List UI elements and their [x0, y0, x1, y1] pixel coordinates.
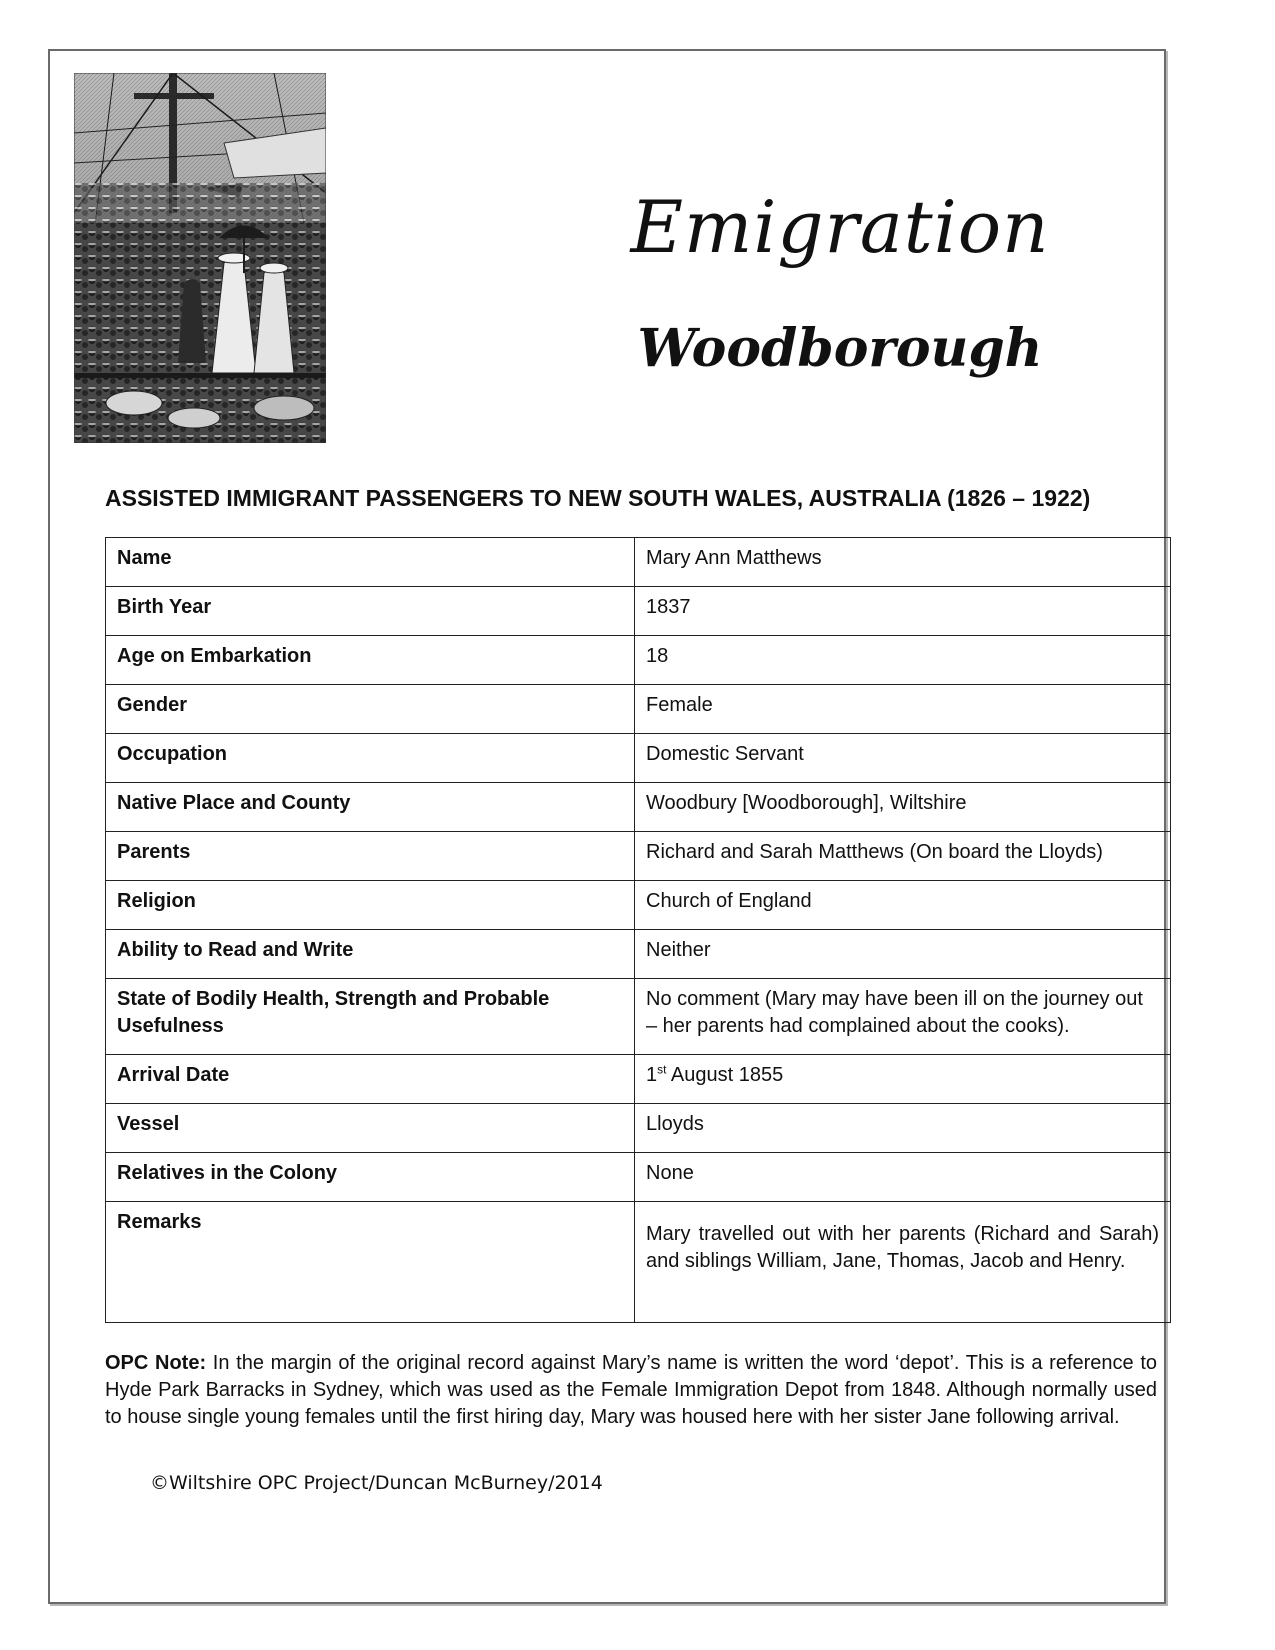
table-row: [106, 587, 1171, 636]
row-value: Church of England: [635, 881, 1171, 930]
copyright-line: ©Wiltshire OPC Project/Duncan McBurney/2014: [150, 1472, 603, 1494]
row-label: Ability to Read and Write: [106, 930, 635, 979]
table-row: [106, 538, 1171, 587]
row-label: Arrival Date: [106, 1055, 635, 1104]
row-label: Remarks: [106, 1202, 635, 1323]
row-value: 18: [635, 636, 1171, 685]
ordinal-suffix: st: [657, 1062, 667, 1077]
row-label: Parents: [106, 832, 635, 881]
row-value: Neither: [635, 930, 1171, 979]
row-value: None: [635, 1153, 1171, 1202]
row-label: Native Place and County: [106, 783, 635, 832]
table-row: [106, 881, 1171, 930]
row-label: Occupation: [106, 734, 635, 783]
passenger-record-table: [105, 537, 1171, 1323]
row-label: State of Bodily Health, Strength and Probable Usefulness: [106, 979, 635, 1055]
row-value: Domestic Servant: [635, 734, 1171, 783]
arrival-day: 1: [646, 1064, 658, 1086]
table-row: [106, 734, 1171, 783]
opc-note-text: In the margin of the original record against Mary’s name is written the word ‘depot’. This is a reference to Hyde Park Barracks in Sydney, which was used as the Female Immigration Depot from 1848. Although normally used to house single young females until the first hiring day, Mary was housed here with her sister Jane following arrival.: [105, 1352, 1158, 1428]
row-label: Name: [106, 538, 635, 587]
row-value: Lloyds: [635, 1104, 1171, 1153]
table-row: [106, 979, 1171, 1055]
table-row: [106, 1202, 1171, 1323]
row-value: Richard and Sarah Matthews (On board the Lloyds): [635, 832, 1171, 881]
opc-note: [105, 1350, 1157, 1431]
table-row: [106, 1104, 1171, 1153]
row-label: Vessel: [106, 1104, 635, 1153]
table-row: [106, 1153, 1171, 1202]
row-value: Woodbury [Woodborough], Wiltshire: [635, 783, 1171, 832]
row-value: Female: [635, 685, 1171, 734]
page-title: Emigration: [630, 185, 1050, 269]
row-value: No comment (Mary may have been ill on the journey out – her parents had complained about the cooks).: [635, 979, 1171, 1055]
row-label: Relatives in the Colony: [106, 1153, 635, 1202]
row-value: [635, 1202, 1171, 1323]
arrival-month-year: August 1855: [666, 1064, 784, 1086]
row-label: Religion: [106, 881, 635, 930]
page-subtitle: Woodborough: [637, 318, 1043, 379]
emigrant-ship-illustration: [74, 73, 326, 443]
row-value: 1837: [635, 587, 1171, 636]
row-label: Gender: [106, 685, 635, 734]
table-row: [106, 783, 1171, 832]
row-value: Mary Ann Matthews: [635, 538, 1171, 587]
opc-note-label: OPC Note:: [105, 1352, 207, 1374]
table-row: [106, 685, 1171, 734]
table-row: [106, 930, 1171, 979]
row-value: [635, 1055, 1171, 1104]
table-row: [106, 1055, 1171, 1104]
section-heading: ASSISTED IMMIGRANT PASSENGERS TO NEW SOUTH WALES, AUSTRALIA (1826 – 1922): [105, 485, 1091, 511]
table-row: [106, 636, 1171, 685]
row-label: Birth Year: [106, 587, 635, 636]
remarks-text: Mary travelled out with her parents (Richard and Sarah) and siblings William, Jane, Thomas, Jacob and Henry.: [646, 1223, 1159, 1272]
row-label: Age on Embarkation: [106, 636, 635, 685]
table-row: [106, 832, 1171, 881]
